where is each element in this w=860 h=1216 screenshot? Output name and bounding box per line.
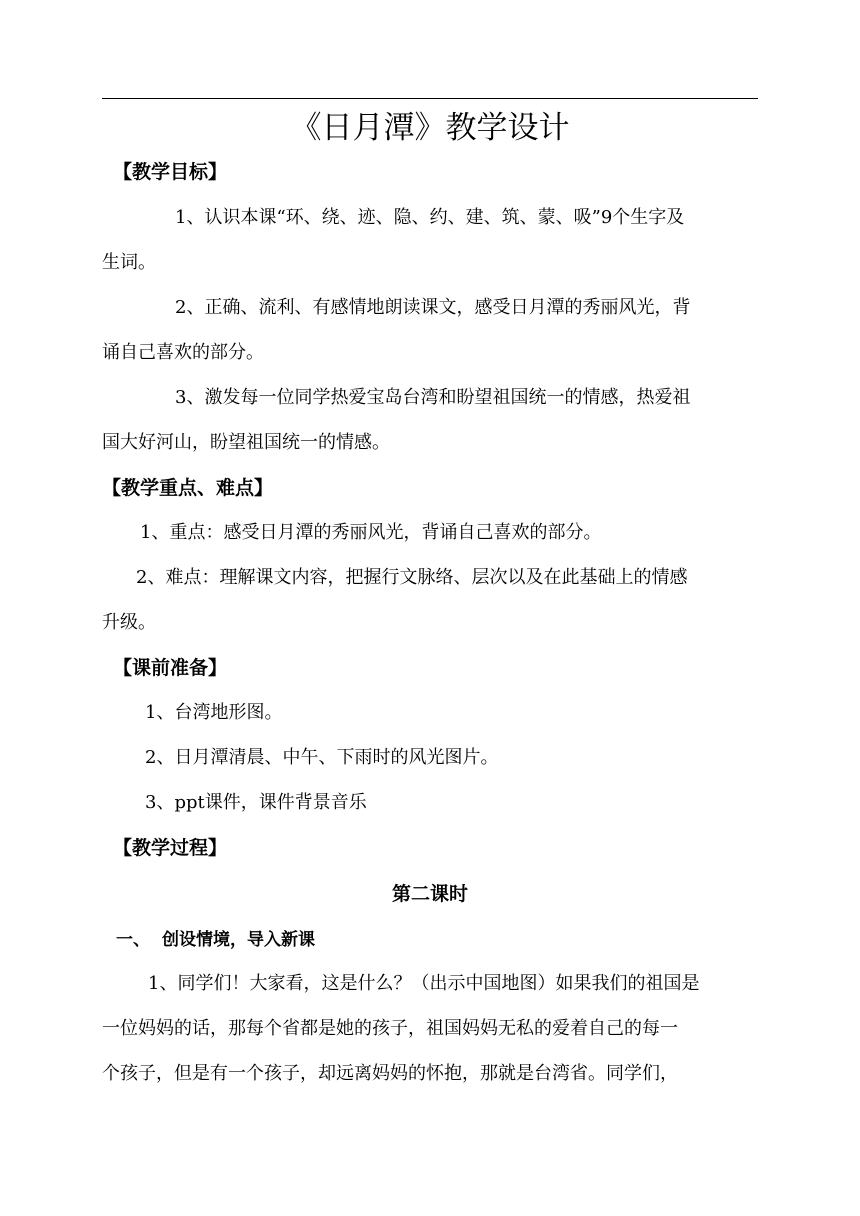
section-1-title: 创设情境，导入新课 [162,930,315,950]
preparation-item-2: 2、日月潭清晨、中午、下雨时的风光图片。 [145,747,499,768]
goal-item-1-line-1: 1、认识本课“环、绕、迹、隐、约、建、筑、蒙、吸”9个生字及 [175,207,685,228]
process-heading: 【教学过程】 [113,837,228,859]
keypoints-heading: 【教学重点、难点】 [102,477,274,499]
process-para-1-line-1: 1、同学们！大家看，这是什么？（出示中国地图）如果我们的祖国是 [148,973,700,994]
preparation-item-3: 3、ppt课件，课件背景音乐 [145,792,367,813]
process-para-1-line-2: 一位妈妈的话，那每个省都是她的孩子，祖国妈妈无私的爱着自己的每一 [102,1018,678,1039]
goal-item-3-line-2: 国大好河山，盼望祖国统一的情感。 [102,432,390,453]
document-title: 《日月潭》教学设计 [290,110,570,146]
keypoint-item-2-line-2: 升级。 [102,612,156,633]
goal-item-3-line-1: 3、激发每一位同学热爱宝岛台湾和盼望祖国统一的情感，热爱祖 [175,387,691,408]
goal-item-1-line-2: 生词。 [102,252,156,273]
preparation-item-1: 1、台湾地形图。 [145,702,283,723]
process-para-1-line-3: 个孩子，但是有一个孩子，却远离妈妈的怀抱，那就是台湾省。同学们， [102,1063,678,1084]
section-1-heading [116,927,315,953]
lesson-title: 第二课时 [391,883,468,905]
keypoint-item-2-line-1: 2、难点：理解课文内容，把握行文脉络、层次以及在此基础上的情感 [136,567,688,588]
goal-item-2-line-1: 2、正确、流利、有感情地朗读课文，感受日月潭的秀丽风光，背 [175,297,691,318]
section-1-number: 一、 [116,930,150,950]
goal-item-2-line-2: 诵自己喜欢的部分。 [102,342,264,363]
header-rule [102,98,758,99]
keypoint-item-1: 1、重点：感受日月潭的秀丽风光，背诵自己喜欢的部分。 [140,522,602,543]
preparation-heading: 【课前准备】 [113,657,228,679]
goals-heading: 【教学目标】 [113,161,228,183]
